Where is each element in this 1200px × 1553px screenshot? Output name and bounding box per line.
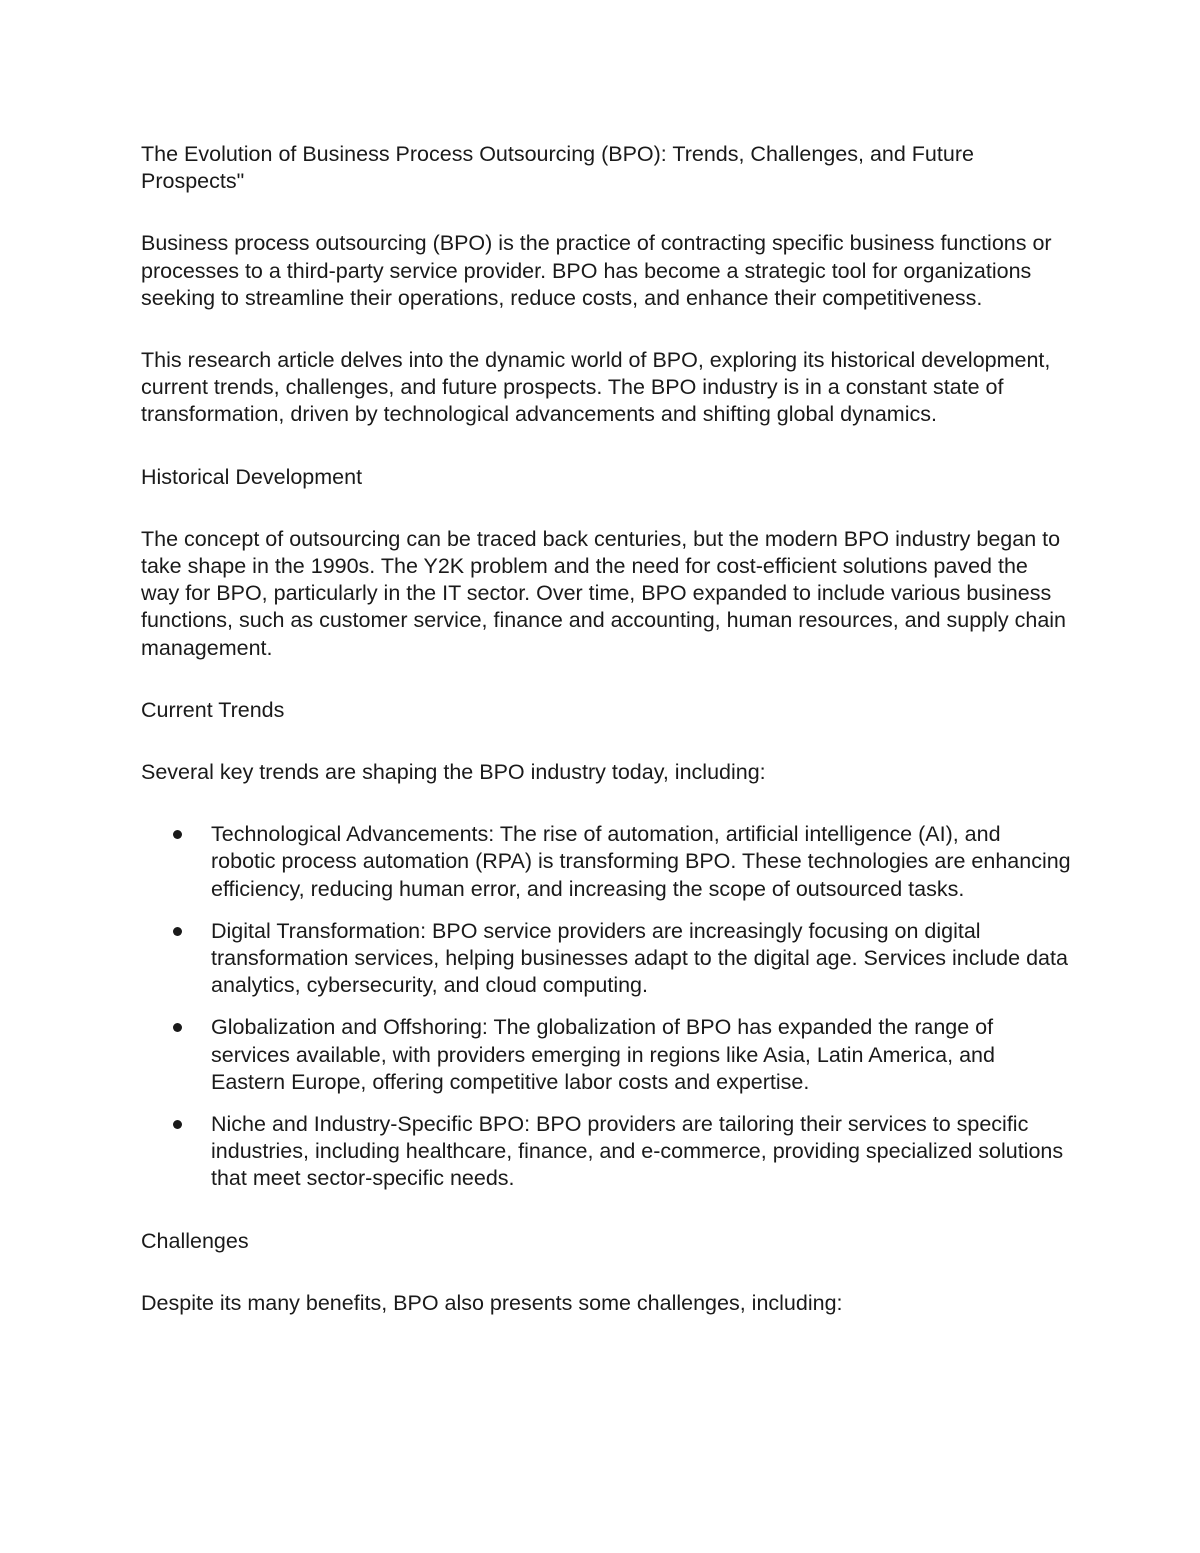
bullet-icon [173, 1120, 182, 1129]
list-item-text: Digital Transformation: BPO service providers are increasingly focusing on digital transformation services, helping businesses adapt to the digital age. Services include data analytics, cybersecurity, and cloud computing. [211, 918, 1068, 998]
document-title: The Evolution of Business Process Outsourcing (BPO): Trends, Challenges, and Future Prospects" [141, 142, 974, 194]
list-item [211, 821, 1071, 903]
section-heading-challenges: Challenges [141, 1228, 249, 1253]
historical-paragraph: The concept of outsourcing can be traced back centuries, but the modern BPO industry began to take shape in the 1990s. The Y2K problem and the need for cost-efficient solutions paved the way for BPO, particularly in the IT sector. Over time, BPO expanded to include various business functions, such as customer service, finance and accounting, human resources, and supply chain management. [141, 526, 1067, 660]
intro-paragraph-2: This research article delves into the dynamic world of BPO, exploring its historical development, current trends, challenges, and future prospects. The BPO industry is in a constant state of transformation, driven by technological advancements and shifting global dynamics. [141, 348, 1051, 427]
list-item-text: Niche and Industry-Specific BPO: BPO providers are tailoring their services to specific industries, including healthcare, finance, and e-commerce, providing specialized solutions that meet sector-specific needs. [211, 1112, 1064, 1191]
list-item [211, 1111, 1071, 1193]
section-heading-historical: Historical Development [141, 464, 363, 489]
bullet-icon [173, 830, 182, 839]
bullet-icon [173, 1023, 182, 1032]
section-heading-trends: Current Trends [141, 697, 285, 722]
bullet-icon [173, 927, 182, 936]
list-item-text: Globalization and Offshoring: The globalization of BPO has expanded the range of services available, with providers emerging in regions like Asia, Latin America, and Eastern Europe, offering competitive labor costs and expertise. [211, 1015, 995, 1094]
trends-list [141, 821, 1071, 1192]
document-body [141, 141, 1071, 1352]
trends-intro: Several key trends are shaping the BPO industry today, including: [141, 760, 766, 785]
intro-paragraph-1: Business process outsourcing (BPO) is the practice of contracting specific business functions or processes to a third-party service provider. BPO has become a strategic tool for organizations seeking to streamline their operations, reduce costs, and enhance their competitiveness. [141, 231, 1052, 310]
list-item [211, 1014, 1071, 1096]
list-item-text: Technological Advancements: The rise of automation, artificial intelligence (AI), and robotic process automation (RPA) is transforming BPO. These technologies are enhancing efficiency, reducing human error, and increasing the scope of outsourced tasks. [211, 822, 1071, 901]
challenges-intro: Despite its many benefits, BPO also presents some challenges, including: [141, 1290, 843, 1315]
list-item [211, 918, 1071, 1000]
